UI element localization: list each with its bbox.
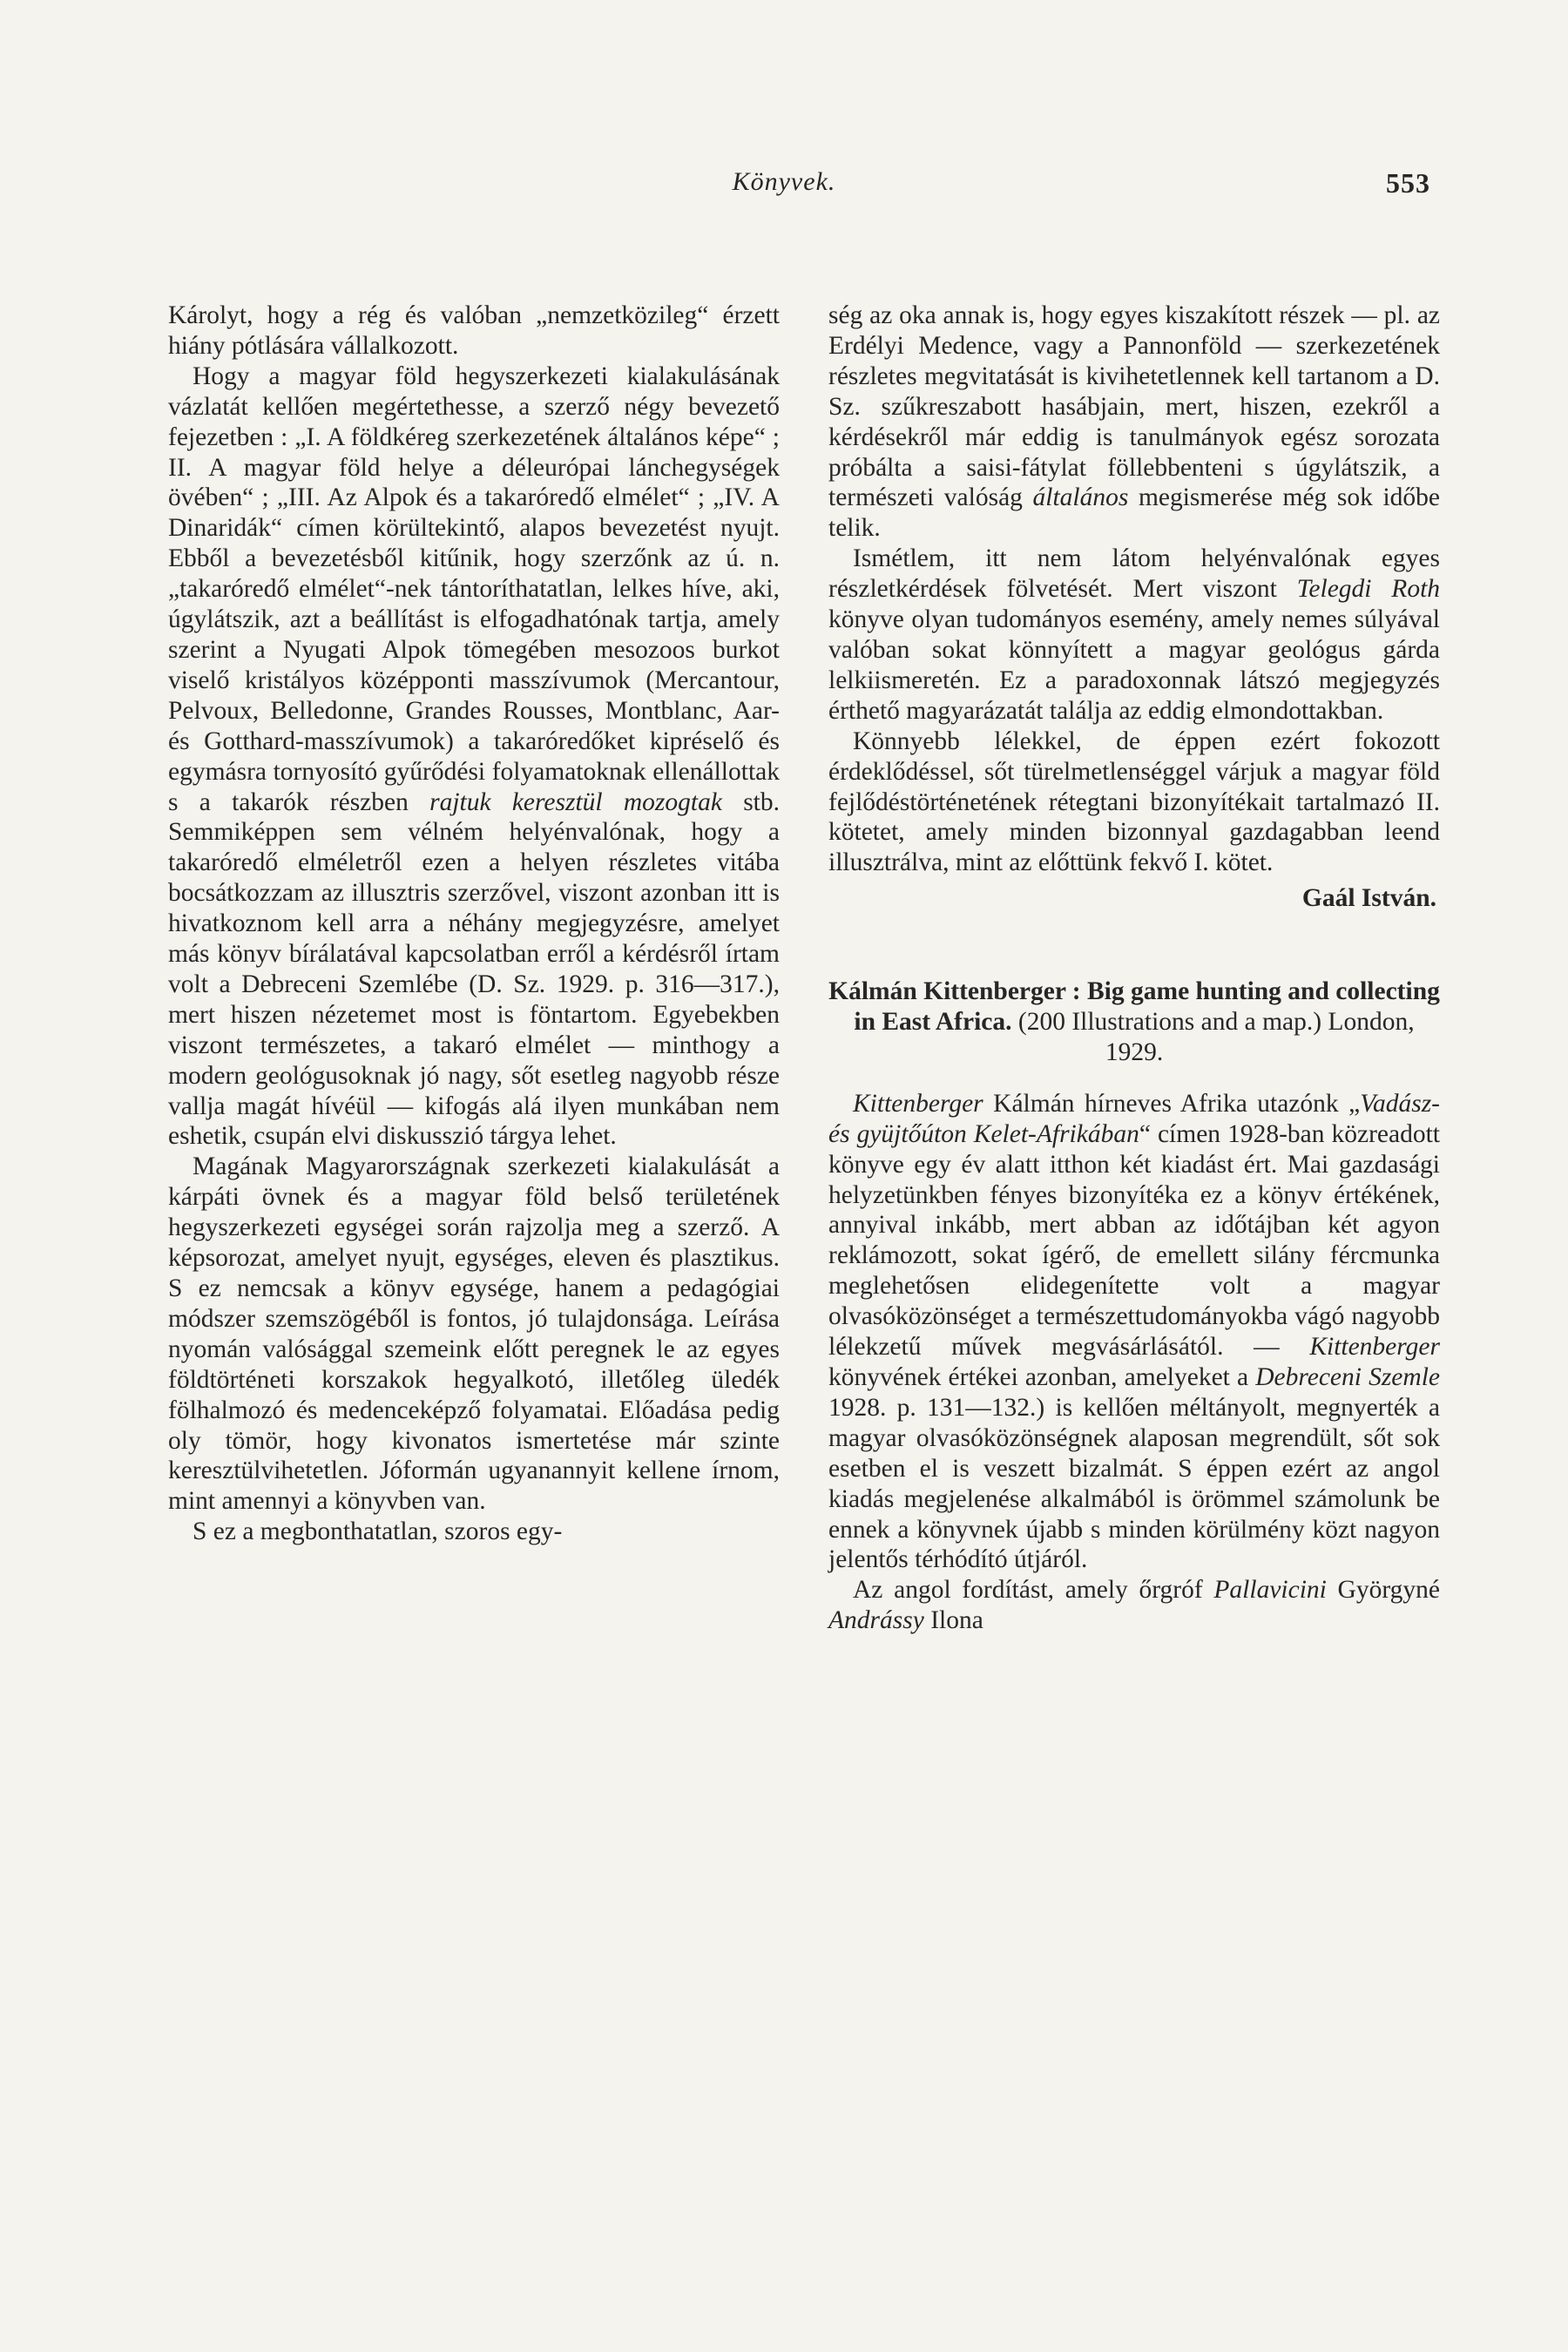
page-number: 553 (1386, 167, 1430, 199)
right-p2-italic: Telegdi Roth (1296, 575, 1441, 604)
left-paragraph-1: Károlyt, hogy a rég és valóban „nemzetközileg“ érzett hiány pótlására vállalkozott. (168, 301, 780, 360)
left-p2-end: stb. Semmiképpen sem vélném helyénvalónak, hogy a takaróredő elméletről ezen a helyen részletes vitába bocsátkozzam az illusztris szerzővel, viszont azonban itt is hivatkoznom kell arra a néhány megjegyzésre, amelyet más könyv bírálatával kapcsolatban erről a kérdésről írtam volt a Debreceni Szemlébe (D. Sz. 1929. p. 316—317.), mert hiszen nézetemet most is föntartom. Egyebekben viszont természetes, a takaró elmélet — minthogy a modern geológusoknak jó nagy, sőt esetleg nagyobb része vallja magát hívéül — kifogás alá ilyen munkában nem eshetik, csupán elvi diskusszió tárgya lehet. (168, 787, 780, 1151)
r1-text-a: Kálmán hírneves Afrika utazónk „ (993, 1089, 1361, 1118)
r1-text-c: könyvének értékei azonban, amelyeket a (828, 1363, 1249, 1391)
left-p2-text: Hogy a magyar föld hegyszerkezeti kialakulásának vázlatát kellően megértethesse, a szerző négy bevezető fejezetben : „I. A földkéreg szerkezetének általános képe“ ; II. A magyar föld helye a déleurópai lánchegységek övében“ ; „III. Az Alpok és a takaróredő elmélet“ ; „IV. A Dinaridák“ címen körültekintő, alapos bevezetést nyujt. Ebből a bevezetésből kitűnik, hogy szerzőnk az ú. n. „takaróredő elmélet“-nek tántoríthatatlan, lelkes híve, aki, úgylátszik, azt a beállítást is elfogadhatónak tartja, amely szerint a Nyugati Alpok tömegében mesozoos burkot viselő kristályos középponti masszívumok (Mercantour, Pelvoux, Belledonne, Grandes Rousses, Montblanc, Aar- és Gotthard-masszívumok) a takaróredőket kipréselő és egymásra tornyosító gyűrődési folyamatoknak ellenállottak s a takarók részben (168, 362, 780, 816)
reviewer-signature: Gaál István. (1301, 884, 1436, 913)
right-p2-end: könyve olyan tudományos esemény, amely nemes súlyával valóban sokat könnyített a magyar geológus gárda lelkiismeretén. Ez a paradoxonnak látszó megjegyzés érthető magyarázatát találja az eddig elmondottakban. (828, 605, 1440, 725)
review-title (828, 977, 1440, 1068)
review-paragraph-1 (828, 1089, 1440, 1576)
right-paragraph-2 (828, 544, 1440, 726)
page-header (0, 167, 1568, 207)
r1-italic-a: Kittenberger (853, 1089, 983, 1118)
right-p1-italic: általános (1032, 483, 1129, 512)
right-p2-start: Ismétlem, itt nem látom helyénvalónak egyes részletkérdések fölvetését. Mert viszont (828, 544, 1440, 604)
r2-text-c: Ilona (930, 1606, 983, 1635)
right-paragraph-1 (828, 301, 1440, 544)
left-p2-italic: rajtuk keresztül mozogtak (429, 787, 722, 816)
right-paragraph-3: Könnyebb lélekkel, de éppen ezért fokozott érdeklődéssel, sőt türelmetlenséggel várjuk a magyar föld fejlődéstörténetének rétegtani bizonyítékait tartalmazó II. kötetet, amely minden bizonnyal gazdagabban leend illusztrálva, mint az előttünk fekvő I. kötet. (828, 727, 1440, 877)
right-p1-start: ség az oka annak is, hogy egyes kiszakított részek — pl. az Erdélyi Medence, vagy a Pannonföld — szerkezetének részletes megvitatását is kivihetetlennek kell tartanom a D. Sz. szűkreszabott hasábjain, mert, hiszen, ezekről a kérdésekről már eddig is tanulmányok egész sorozata próbálta a saisi-fátylat föllebbenteni s úgylátszik, a természeti valóság (828, 301, 1440, 512)
r1-italic-c: Kittenberger (1309, 1333, 1440, 1362)
r2-italic-b: Andrássy (828, 1606, 924, 1635)
r2-text-a: Az angol fordítást, amely őrgróf (853, 1576, 1203, 1605)
left-paragraph-3: Magának Magyarországnak szerkezeti kialakulását a kárpáti övnek és a magyar föld belső területének hegyszerkezeti egységei során rajzolja meg a szerző. A képsorozat, amelyet nyujt, egységes, eleven és plasztikus. S ez nemcsak a könyv egysége, hanem a pedagógiai módszer szemszögéből is fontos, jó tulajdonsága. Leírása nyomán valósággal szemeink előtt peregnek le az egyes földtörténeti korszakok hegyalkotó, illetőleg üledék fölhalmozó és medenceképző folyamatai. Előadása pedig oly tömör, hogy kivonatos ismertetése már szinte keresztülvihetetlen. Jóformán ugyanannyit kellene írnom, mint amennyi a könyvben van. (168, 1152, 780, 1516)
left-column (168, 301, 780, 1547)
review-paragraph-2 (828, 1575, 1440, 1636)
r1-italic-b: Vadász- és gyüjtőúton Kelet-Afrikában (828, 1089, 1441, 1148)
right-column (828, 301, 1440, 1636)
r2-text-b: Györgyné (1337, 1576, 1440, 1605)
review-title-details: (200 Illustrations and a map.) London, 1929. (1017, 1008, 1415, 1066)
r1-text-b: “ címen 1928-ban közreadott könyve egy év alatt itthon két kiadást ért. Mai gazdasági helyzetünkben fényes bizonyítéka ez a könyv értékének, annyival inkább, mert abban az időtájban két agyon reklámozott, sokat ígérő, de emellett silány fércmunka meglehetősen elidegenítette volt a magyar olvasóközönséget a természettudományokba vágó nagyobb lélekzetű művek megvásárlásától. — (828, 1119, 1440, 1362)
r2-italic-a: Pallavicini (1213, 1576, 1327, 1605)
review-title-bold: Kálmán Kittenberger : Big game hunting and collecting in East Africa. (828, 977, 1440, 1037)
r1-text-d: 1928. p. 131—132.) is kellően méltányolt, megnyerték a magyar olvasóközönségnek alaposan megrendült, sőt sok esetben el is veszett bizalmát. S éppen ezért az angol kiadás megjelenése alkalmából is örömmel számolunk be ennek a könyvnek újabb s minden körülmény közt nagyon jelentős térhódító útjáról. (828, 1393, 1440, 1574)
r1-italic-d: Debreceni Szemle (1255, 1363, 1440, 1391)
left-paragraph-4: S ez a megbonthatatlan, szoros egy- (193, 1517, 563, 1546)
left-paragraph-2 (168, 362, 780, 1152)
right-p1-end: megismerése még sok időbe telik. (828, 483, 1441, 543)
running-title: Könyvek. (732, 167, 836, 196)
